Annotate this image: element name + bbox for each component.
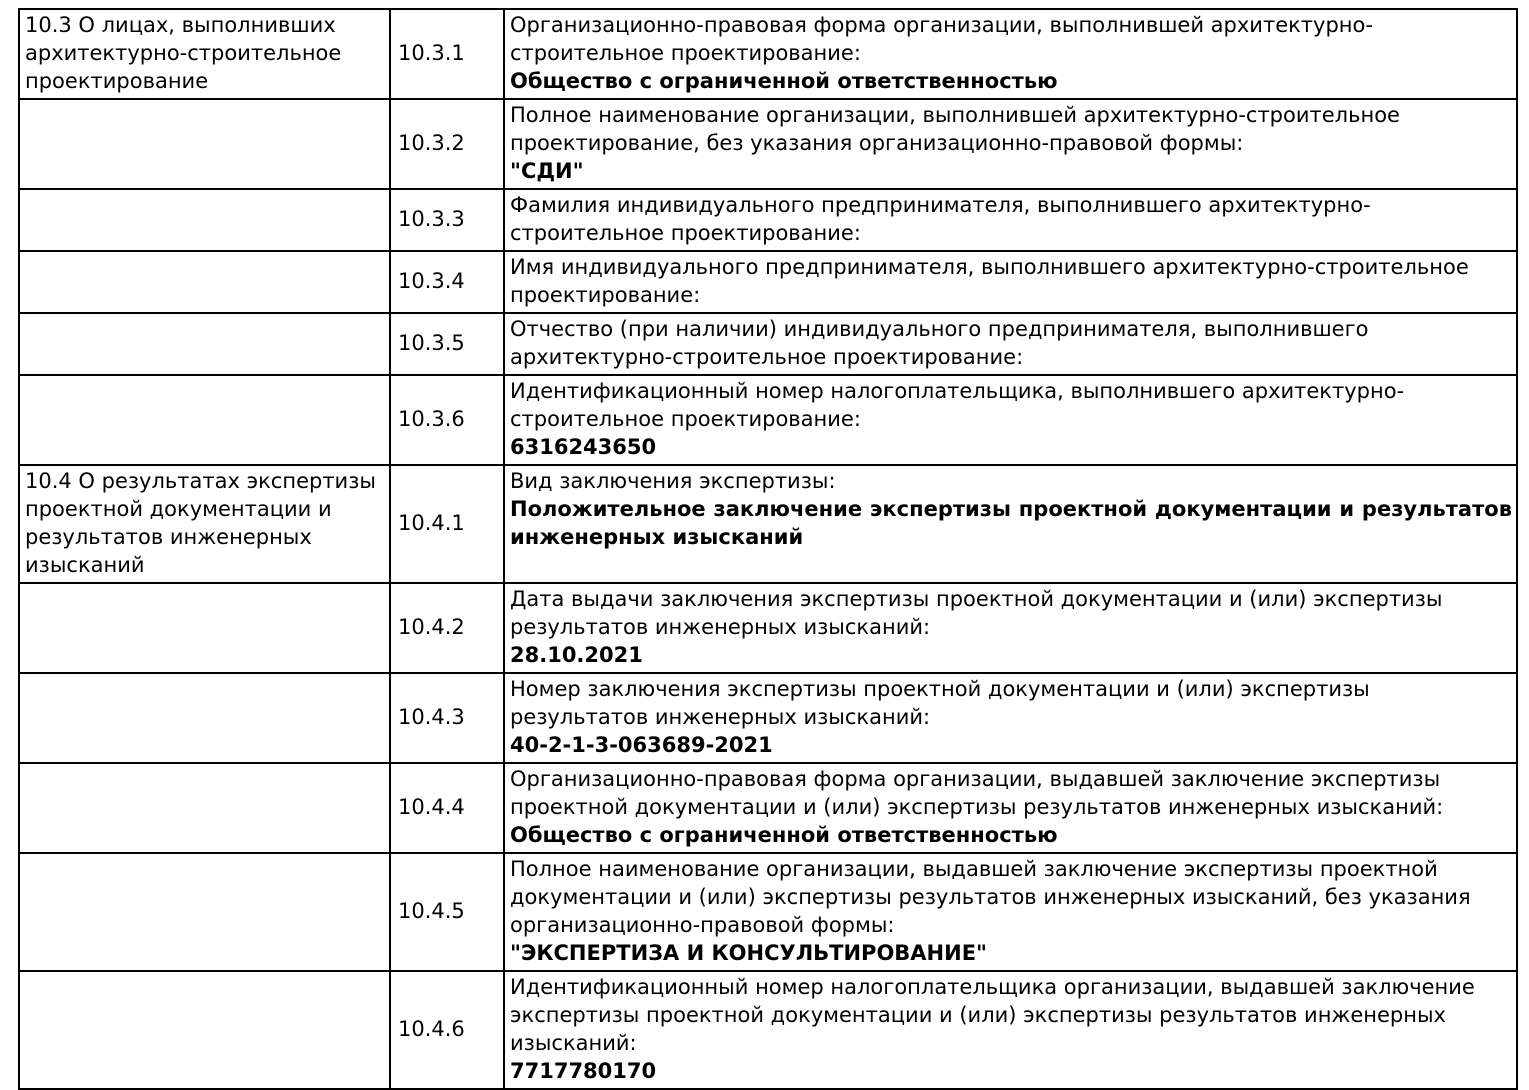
item-number-cell	[390, 971, 504, 1089]
item-label: Полное наименование организации, выполнившей архитектурно-строительное проектирование, без указания организационно-правовой формы:	[510, 103, 1400, 155]
item-label: Отчество (при наличии) индивидуального предпринимателя, выполнившего архитектурно-строительное проектирование:	[510, 317, 1369, 369]
section-cell	[19, 673, 390, 763]
table-row	[19, 189, 1517, 251]
item-number-cell	[390, 99, 504, 189]
item-number: 10.4.4	[398, 795, 465, 819]
item-label: Организационно-правовая форма организации, выдавшей заключение экспертизы проектной документации и (или) экспертизы результатов инженерных изысканий:	[510, 767, 1444, 819]
content-cell	[504, 763, 1517, 853]
section-cell	[19, 375, 390, 465]
content-cell	[504, 99, 1517, 189]
item-number-cell	[390, 189, 504, 251]
item-value: 40-2-1-3-063689-2021	[510, 733, 773, 757]
item-number-cell	[390, 251, 504, 313]
item-number: 10.4.5	[398, 899, 465, 923]
content-cell	[504, 853, 1517, 971]
section-cell	[19, 189, 390, 251]
item-number: 10.4.1	[398, 511, 465, 535]
item-number: 10.4.2	[398, 615, 465, 639]
item-number: 10.3.6	[398, 407, 465, 431]
item-value: 28.10.2021	[510, 643, 643, 667]
item-label: Идентификационный номер налогоплательщика, выполнившего архитектурно-строительное проектирование:	[510, 379, 1405, 431]
content-cell	[504, 9, 1517, 99]
section-cell	[19, 313, 390, 375]
table-row	[19, 853, 1517, 971]
item-value: 7717780170	[510, 1059, 657, 1083]
table-row	[19, 583, 1517, 673]
declaration-table-body	[19, 9, 1517, 1089]
table-row	[19, 251, 1517, 313]
table-row	[19, 465, 1517, 583]
item-number: 10.3.5	[398, 331, 465, 355]
item-number-cell	[390, 313, 504, 375]
item-value: Положительное заключение экспертизы проектной документации и результатов инженерных изысканий	[510, 497, 1512, 549]
section-cell	[19, 763, 390, 853]
item-number-cell	[390, 673, 504, 763]
item-number-cell	[390, 763, 504, 853]
section-cell	[19, 99, 390, 189]
section-cell	[19, 251, 390, 313]
table-row	[19, 9, 1517, 99]
table-row	[19, 673, 1517, 763]
item-number-cell	[390, 9, 504, 99]
content-cell	[504, 673, 1517, 763]
declaration-table	[18, 8, 1518, 1090]
section-cell	[19, 583, 390, 673]
item-label: Дата выдачи заключения экспертизы проектной документации и (или) экспертизы результатов инженерных изысканий:	[510, 587, 1443, 639]
item-number: 10.3.3	[398, 207, 465, 231]
section-cell	[19, 971, 390, 1089]
item-number: 10.3.4	[398, 269, 465, 293]
section-cell	[19, 853, 390, 971]
content-cell	[504, 465, 1517, 583]
section-title: 10.3 О лицах, выполнивших архитектурно-строительное проектирование	[25, 13, 342, 93]
item-label: Фамилия индивидуального предпринимателя, выполнившего архитектурно-строительное проектирование:	[510, 193, 1371, 245]
table-row	[19, 375, 1517, 465]
item-number-cell	[390, 583, 504, 673]
item-number: 10.3.1	[398, 41, 465, 65]
table-row	[19, 313, 1517, 375]
item-number-cell	[390, 465, 504, 583]
item-number: 10.4.3	[398, 705, 465, 729]
content-cell	[504, 251, 1517, 313]
item-number: 10.3.2	[398, 131, 465, 155]
table-row	[19, 99, 1517, 189]
section-cell	[19, 9, 390, 99]
item-value: "ЭКСПЕРТИЗА И КОНСУЛЬТИРОВАНИЕ"	[510, 941, 987, 965]
content-cell	[504, 971, 1517, 1089]
item-label: Полное наименование организации, выдавшей заключение экспертизы проектной документации и (или) экспертизы результатов инженерных изысканий, без указания организационно-правовой формы:	[510, 857, 1471, 937]
item-number: 10.4.6	[398, 1017, 465, 1041]
section-cell	[19, 465, 390, 583]
item-label: Идентификационный номер налогоплательщика организации, выдавшей заключение экспертизы проектной документации и (или) экспертизы результатов инженерных изысканий:	[510, 975, 1475, 1055]
item-value: Общество с ограниченной ответственностью	[510, 823, 1058, 847]
content-cell	[504, 313, 1517, 375]
item-value: Общество с ограниченной ответственностью	[510, 69, 1058, 93]
content-cell	[504, 189, 1517, 251]
item-number-cell	[390, 853, 504, 971]
item-number-cell	[390, 375, 504, 465]
item-value: 6316243650	[510, 435, 657, 459]
content-cell	[504, 583, 1517, 673]
content-cell	[504, 375, 1517, 465]
item-value: "СДИ"	[510, 159, 584, 183]
item-label: Организационно-правовая форма организации, выполнившей архитектурно-строительное проектирование:	[510, 13, 1373, 65]
table-row	[19, 763, 1517, 853]
item-label: Вид заключения экспертизы:	[510, 469, 836, 493]
item-label: Имя индивидуального предпринимателя, выполнившего архитектурно-строительное проектирование:	[510, 255, 1469, 307]
item-label: Номер заключения экспертизы проектной документации и (или) экспертизы результатов инженерных изысканий:	[510, 677, 1370, 729]
table-row	[19, 971, 1517, 1089]
section-title: 10.4 О результатах экспертизы проектной документации и результатов инженерных изысканий	[25, 469, 376, 577]
